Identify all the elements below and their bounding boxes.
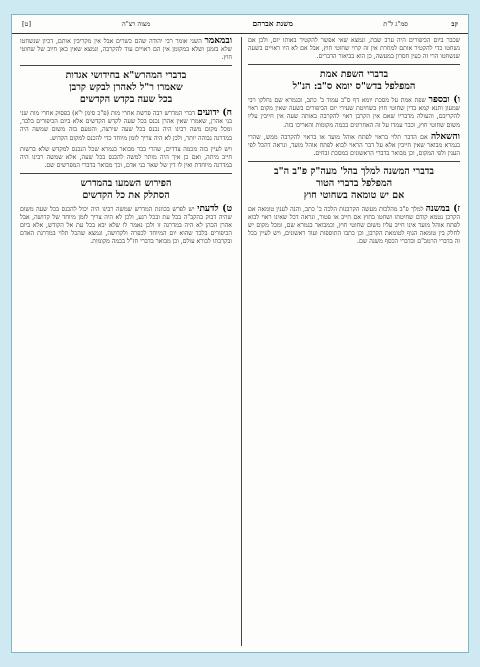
section-divider: [20, 65, 232, 66]
text-columns: [20, 37, 460, 646]
right-heading-1: [248, 69, 460, 93]
right-heading-2-line1: בדברי המשנה למלך בהל' מעה"ק פ"ב ה"ב: [274, 165, 434, 177]
right-para-3: [248, 133, 460, 158]
header-page-number-left: [ט]: [22, 20, 31, 28]
left-para-4: [20, 205, 232, 246]
header-book-title: משנת אברהם: [252, 19, 293, 28]
book-page: [11, 14, 469, 653]
right-para-2-body: שפת אמת על מסכת יומא דף ס"ב עמוד ב' כתב, ובגמרא שם נחלקו רבי שמעון ותנא קמא בדין שחוטי חוץ בשחיטת שעירי יום הכיפורים בשעה שאין מקום ראוי להקריבם, והעולה מדבריו שאם אין הקרבן ראוי להקרבה באותה שעה אין חייבין עליו משום שחוטי חוץ, וכבר עמדו על זה האחרונים בכמה מקומות והאריכו בזה.: [248, 97, 460, 129]
left-para-2: [20, 109, 232, 142]
left-heading-2: [20, 178, 232, 202]
left-para-1: [20, 37, 232, 62]
section-divider: [20, 173, 232, 174]
left-para-4-lead: ט) לדעתי: [197, 203, 232, 214]
left-para-4-body: יש לפרש בכוונת המדרש שמשה רבינו היה יכול להכנס בכל שעה משום שהיה דבוק בהקב"ה בכל עת ובכל רגע, ולכן לא היה צריך לזמן מיוחד של קדושה, אבל אהרן הכהן לא היה במדרגה זו ולכן נאמר לו שלא יבא בכל עת אל הקודש, אלא ביום הכיפורים בלבד שהוא יום המיוחד לכפרה ולקדושה, ונמצא שהכל תלוי במדרגת האדם ובקרבתו לבורא עולם, וכן מבואר בדברי חז"ל בכמה מקומות.: [20, 205, 232, 246]
section-divider: [248, 161, 460, 162]
left-heading-2-line1: הפירוש השמעו בהמדרש: [80, 177, 172, 189]
header-section-left: מצוה רצ"ה: [122, 20, 151, 28]
left-para-1-lead: ובמאמר: [204, 37, 232, 46]
right-para-4-lead: ז) במשנה: [425, 203, 460, 214]
left-para-2-lead: ח) ידועים: [197, 108, 232, 119]
left-heading-1-line3: בכל שעה בקדש הקדשים: [79, 94, 173, 106]
header-page-number-right: קב: [451, 20, 458, 28]
left-para-2-body: דברי המדרש רבה פרשת אחרי מות (פ"כ סימן י"א) בפסוק אחרי מות שני בני אהרן, שאמרו שאין אהרן נכנס בכל שעה לקדש הקדשים אלא ביום הכיפורים בלבד, ומכל מקום משה רבינו היה נכנס בכל שעה שירצה, והטעם בזה משום שמשה היה במדרגה גבוהה יותר, ולכן לא היה צריך לזמן מיוחד כדי להכנס למקום הקדוש.: [20, 110, 232, 142]
right-heading-2: [248, 166, 460, 202]
right-para-2: [248, 96, 460, 129]
page-header: [12, 15, 468, 34]
right-para-2-lead: ו) ובספר: [428, 95, 460, 106]
right-para-4-body: למלך פ"ב מהלכות מעשה הקרבנות הלכה ב' כתב, והנה לענין טומאה אם הקרבן נטמא קודם שחיטתו ושחטו בחוץ אם חייב או פטור, ונראה דכל שאינו ראוי לבוא לפתח אוהל מועד אינו חייב עליו משום שחוטי חוץ, וכמבואר בגמרא שם, ומכל מקום יש לחלק בין טומאה הגוף לטומאת הקרבן, וכן כתבו התוספות ועוד ראשונים, ויש לעיין בכל זה בדברי הרמב"ם ובדברי הכסף משנה שם.: [248, 205, 460, 246]
right-heading-2-line3: אם יש טומאה בשחוטי חוץ: [303, 189, 405, 201]
left-column: [20, 37, 232, 646]
right-column: [248, 37, 460, 646]
section-divider: [248, 64, 460, 65]
left-para-1-body: השני אומר רבי יהודה שהם כשרים אבל אין מקריבין אותם, דכיון שנשחטו שלא בזמנן ושלא במקומן אין הם ראויים עוד להקרבה, ונמצא שאין כאן חיוב של שחוטי חוץ.: [20, 38, 232, 62]
left-heading-1-line1: בדברי המהרש"א בחידושי אגדות: [65, 70, 187, 82]
column-divider: [241, 37, 242, 646]
right-heading-2-line2: המפלפל בדברי הטור: [315, 177, 393, 189]
right-para-4: [248, 205, 460, 246]
left-heading-2-line2: הסתלק את כל הקדשים: [82, 189, 170, 201]
left-para-3: ויש לעיין בזה מכמה צדדים, שהרי כבר מבואר בגמרא שכל הנכנס למקדש שלא ברשות חייב מיתה, ואם כן איך היה מותר למשה להכנס בכל שעה, אלא שמשה רבינו היה במדרגה מיוחדת ואין לו דין של שאר בני אדם, וכך מבואר בדברי המפרשים שם.: [20, 145, 232, 169]
right-heading-1-line2: המפלפל בדש"ס יומא ס"ב: הנ"ל: [292, 81, 416, 93]
left-heading-1-line2: שאמרו ר"ל לאהרן לבקש קרבן: [69, 82, 183, 94]
right-para-1: שכבר ביום הכיפורים היה ערב שבת, ונמצא שאי אפשר להקטיר באותו יום, ולכן אם נשחטו כדי להקטיר אותם למחרת אין זה קרוי שחוטי חוץ, אבל אם לא היו ראויים בשעה שנשחטו הרי זה כעין חסרון במעשה, כן הוא בביאור הדברים.: [248, 37, 460, 61]
right-para-3-lead: והשאלה: [430, 131, 460, 142]
left-heading-1: [20, 70, 232, 106]
right-para-3-body: אם הדבר תלוי בראוי לפתח אוהל מועד או בראוי להקרבה ממש, שהרי בגמרא מבואר שאין חייבין אלא על דבר הראוי לבוא לפתח אוהל מועד, ונראה דהכל לפי הענין ולפי המקום, וכן מבואר בדברי הראשונים במסכת זבחים.: [248, 133, 460, 157]
right-heading-1-line1: בדברי השפת אמת: [319, 69, 389, 81]
header-section-right: סמ"ג ל"ת: [383, 20, 408, 28]
